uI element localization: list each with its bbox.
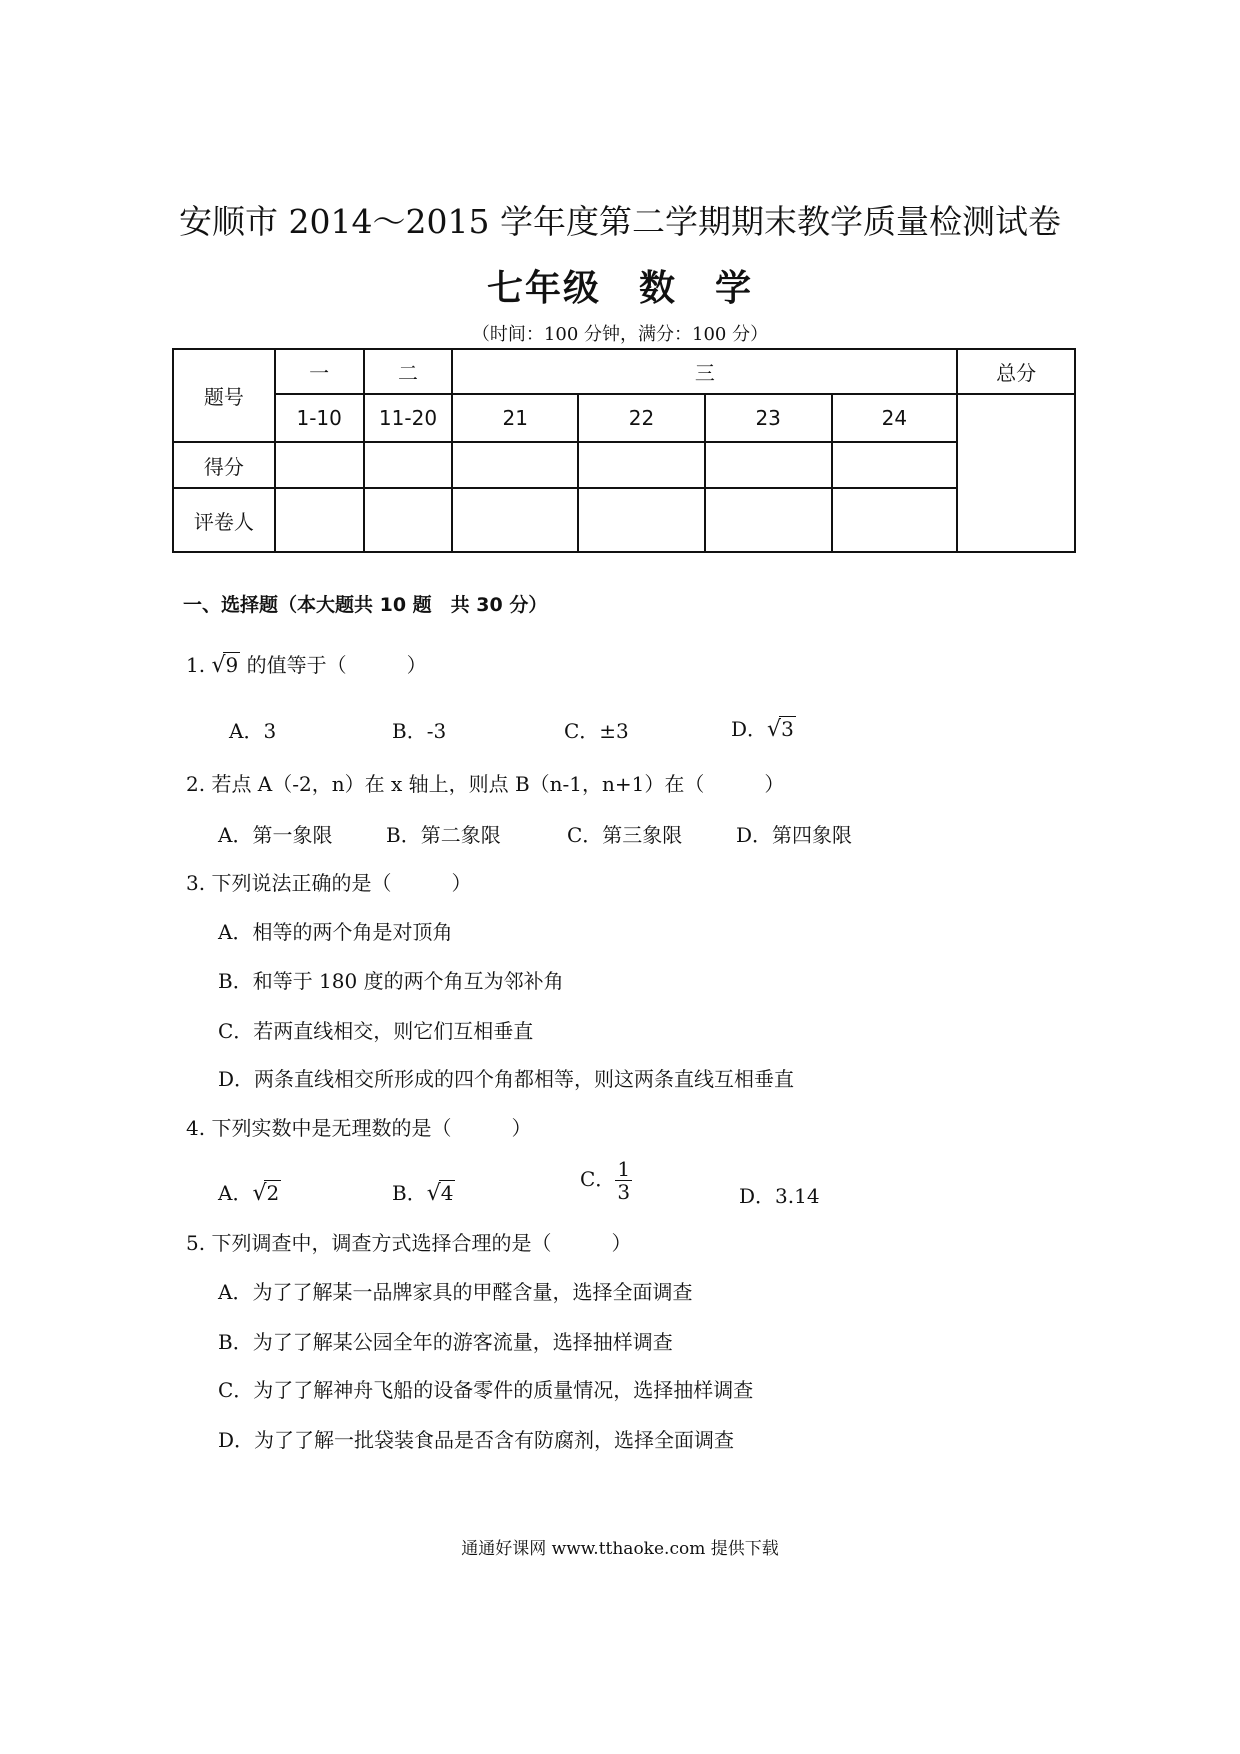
question-range: 1-10	[275, 394, 364, 442]
question-2: 2. 若点 A（-2，n）在 x 轴上，则点 B（n-1，n+1）在（ ）	[186, 772, 785, 796]
option: C．±3	[564, 719, 629, 743]
score-cell	[364, 442, 453, 488]
section-header: 三	[452, 349, 957, 394]
question-4: 4. 下列实数中是无理数的是（ ）	[186, 1116, 532, 1140]
option: A．相等的两个角是对顶角	[218, 920, 453, 944]
option: D．第四象限	[736, 823, 853, 847]
option: C．若两直线相交，则它们互相垂直	[218, 1019, 534, 1043]
total-score-cell	[957, 394, 1075, 552]
footer-note: 通通好课网 www.tthaoke.com 提供下载	[461, 1539, 779, 1559]
option: A．3	[229, 719, 277, 743]
option	[218, 1177, 281, 1206]
grader-cell	[705, 488, 832, 552]
numerator: 1	[617, 1157, 631, 1181]
option-label: C．	[580, 1167, 616, 1191]
radicand: 4	[440, 1181, 454, 1205]
exam-title: 安顺市 2014～2015 学年度第二学期期末教学质量检测试卷	[179, 202, 1061, 241]
section-heading: 一、选择题（本大题共 10 题 共 30 分）	[183, 594, 548, 616]
grader-cell	[832, 488, 958, 552]
radicand: 9	[225, 653, 239, 677]
question-1	[186, 649, 427, 678]
denominator: 3	[617, 1180, 631, 1204]
section-header: 一	[275, 349, 364, 394]
section-header: 二	[364, 349, 453, 394]
grader-label: 评卷人	[173, 488, 275, 552]
question-5: 5. 下列调查中，调查方式选择合理的是（ ）	[186, 1231, 632, 1255]
score-cell	[452, 442, 578, 488]
option	[580, 1158, 632, 1203]
question-3: 3. 下列说法正确的是（ ）	[186, 871, 472, 895]
grader-cell	[364, 488, 453, 552]
question-range: 23	[705, 394, 832, 442]
option: A．第一象限	[218, 823, 333, 847]
option: B．和等于 180 度的两个角互为邻补角	[218, 969, 564, 993]
option-label: B．	[392, 1181, 427, 1205]
total-label: 总分	[957, 349, 1075, 394]
score-cell	[832, 442, 958, 488]
option: C．第三象限	[567, 823, 683, 847]
option	[731, 713, 796, 742]
row-header-label: 题号	[173, 349, 275, 442]
grader-cell	[452, 488, 578, 552]
question-range: 24	[832, 394, 958, 442]
grader-cell	[578, 488, 705, 552]
option: B．第二象限	[386, 823, 501, 847]
question-range: 22	[578, 394, 705, 442]
sqrt-icon: √	[252, 1181, 267, 1206]
score-label: 得分	[173, 442, 275, 488]
option-label: D．	[731, 717, 768, 741]
question-stem: 的值等于（ ）	[246, 653, 427, 677]
option: B．-3	[392, 719, 447, 743]
option: B．为了了解某公园全年的游客流量，选择抽样调查	[218, 1330, 673, 1354]
question-range: 11-20	[364, 394, 453, 442]
grader-cell	[275, 488, 364, 552]
option: D．3.14	[739, 1184, 820, 1208]
question-number: 1.	[186, 653, 206, 677]
time-note: （时间：100 分钟，满分：100 分）	[471, 324, 769, 345]
radicand: 2	[266, 1181, 280, 1205]
score-cell	[578, 442, 705, 488]
score-cell	[705, 442, 832, 488]
sqrt-icon: √	[211, 653, 226, 678]
option-label: A．	[218, 1181, 253, 1205]
sqrt-icon: √	[767, 717, 782, 742]
question-range: 21	[452, 394, 578, 442]
option: D．为了了解一批袋装食品是否含有防腐剂，选择全面调查	[218, 1428, 735, 1452]
score-table	[172, 348, 1076, 553]
score-cell	[275, 442, 364, 488]
option: D．两条直线相交所形成的四个角都相等，则这两条直线互相垂直	[218, 1067, 795, 1091]
option	[392, 1177, 455, 1206]
sqrt-icon: √	[426, 1181, 441, 1206]
option: A．为了了解某一品牌家具的甲醛含量，选择全面调查	[218, 1280, 693, 1304]
exam-subtitle: 七年级 数 学	[486, 268, 753, 309]
option: C．为了了解神舟飞船的设备零件的质量情况，选择抽样调查	[218, 1378, 754, 1402]
radicand: 3	[781, 717, 794, 741]
fraction	[615, 1158, 632, 1203]
